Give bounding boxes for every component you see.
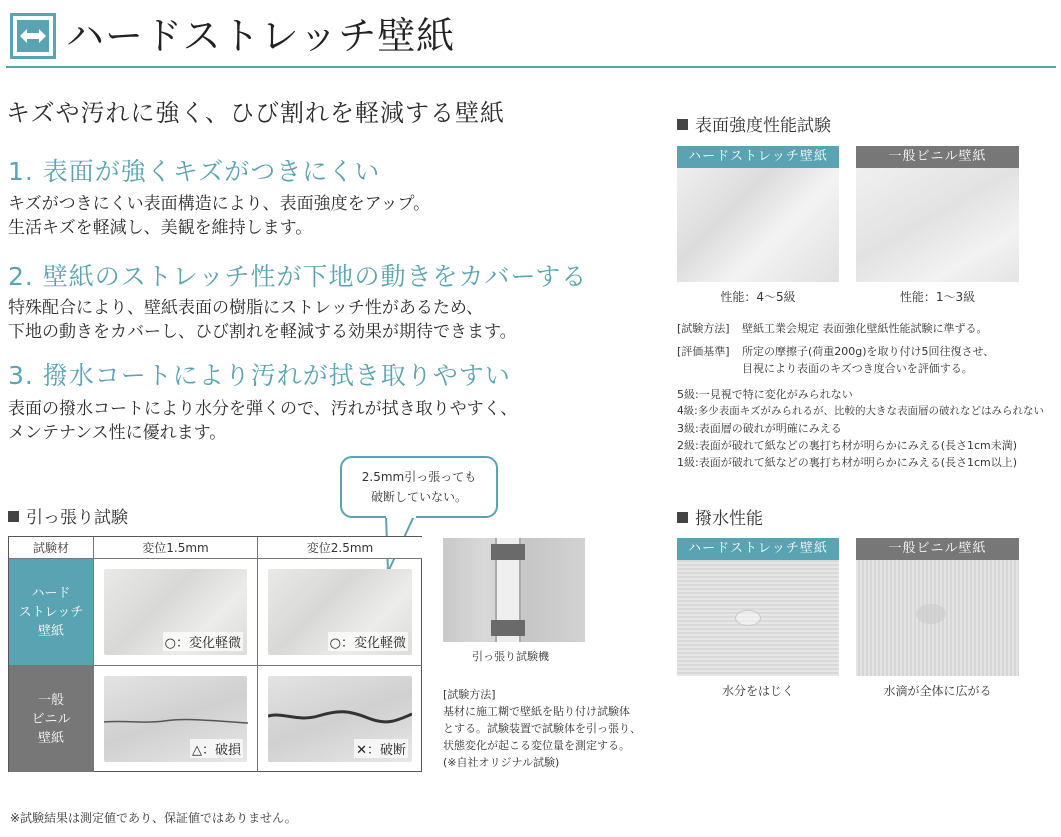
result-label: ✕：破断: [354, 739, 408, 758]
point-2-line-2: 下地の動きをカバーし、ひび割れを軽減する効果が期待できます。: [8, 322, 517, 342]
surface-vinyl-image: [856, 168, 1019, 282]
surface-criteria-tag: [評価基準]: [677, 345, 730, 358]
point-3-line-2: メンテナンス性に優れます。: [8, 423, 227, 443]
double-arrow-icon: [10, 13, 56, 59]
result-callout: [340, 456, 498, 518]
tension-method: [443, 686, 663, 771]
subtitle: キズや汚れに強く、ひび割れを軽減する壁紙: [6, 99, 506, 127]
row-label-vinyl: [9, 666, 94, 772]
point-1-line-2: 生活キズを軽減し、美観を維持します。: [8, 218, 313, 238]
point-3-line-1: 表面の撥水コートにより水分を弾くので、汚れが拭き取りやすく、: [8, 399, 518, 419]
surface-test-heading: [677, 115, 831, 137]
water-test-heading: [677, 508, 763, 530]
water-hard-image: [677, 560, 839, 676]
row-label-vinyl-line-3: 壁紙: [37, 730, 64, 746]
water-panel-hard-label: ハードストレッチ壁紙: [677, 538, 839, 560]
machine-caption: 引っ張り試験機: [472, 650, 549, 663]
tension-machine-image: [443, 538, 585, 642]
surface-test-title: 表面強度性能試験: [695, 116, 831, 136]
grade-list: [677, 386, 1057, 471]
tension-method-line: [試験方法]: [443, 688, 496, 701]
grade-item: 4級:多少表面キズがみられるが、比較的大きな表面層の破れなどはみられない: [677, 405, 1045, 417]
grade-item: 1級:表面が破れて紙などの裏打ち材が明らかにみえる(長さ1cm以上): [677, 456, 1018, 469]
surface-hard-caption: 性能：4〜5級: [720, 290, 796, 304]
table-header-material: 試験材: [9, 537, 94, 559]
tension-method-line: (※自社オリジナル試験): [443, 756, 560, 769]
table-cell: [94, 559, 258, 666]
result-label: △：破損: [190, 739, 243, 758]
surface-hard-image: [677, 168, 839, 282]
water-test-title: 撥水性能: [695, 509, 763, 529]
square-bullet-icon: [677, 119, 688, 130]
grade-item: 3級:表面層の破れが明確にみえる: [677, 422, 842, 435]
tension-test-table: [8, 536, 422, 772]
row-label-hard-line-1: ハード: [31, 585, 71, 601]
grade-item: 2級:表面が破れて紙などの裏打ち材が明らかにみえる(長さ1cm未満): [677, 439, 1018, 452]
tension-method-line: 基材に施工糊で壁紙を貼り付け試験体: [443, 705, 630, 718]
grade-item: 5級:一見視で特に変化がみられない: [677, 388, 853, 401]
point-2-heading: 2. 壁紙のストレッチ性が下地の動きをカバーする: [8, 262, 588, 291]
table-cell: [258, 559, 422, 666]
tension-test-heading: [8, 507, 128, 529]
surface-vinyl-caption: 性能：1〜3級: [899, 290, 976, 304]
point-1-heading: 1. 表面が強くキズがつきにくい: [8, 157, 381, 186]
footnote: ※試験結果は測定値であり、保証値ではありません。: [10, 811, 297, 825]
surface-criteria-line-1: 所定の摩擦子(荷重200g)を取り付け5回往復させ、: [742, 345, 995, 358]
callout-line-2: 破断していない。: [370, 490, 467, 504]
table-cell: [258, 666, 422, 772]
row-label-hard-line-3: 壁紙: [37, 623, 64, 639]
page-title: ハードストレッチ壁紙: [66, 14, 456, 58]
square-bullet-icon: [8, 511, 19, 522]
header-divider: [6, 66, 1056, 68]
table-header-col-2: 変位2.5mm: [258, 537, 422, 559]
surface-panel-vinyl-label: 一般ビニル壁紙: [856, 146, 1019, 168]
point-3-heading: 3. 撥水コートにより汚れが拭き取りやすい: [8, 361, 511, 390]
row-label-vinyl-line-2: ビニル: [31, 711, 71, 727]
result-label: ○：変化軽微: [163, 632, 243, 651]
water-vinyl-caption: 水滴が全体に広がる: [883, 684, 992, 698]
tension-test-title: 引っ張り試験: [26, 508, 128, 528]
row-label-vinyl-line-1: 一般: [37, 692, 64, 708]
point-2-line-1: 特殊配合により、壁紙表面の樹脂にストレッチ性があるため、: [8, 298, 484, 318]
water-vinyl-image: [856, 560, 1019, 676]
square-bullet-icon: [677, 512, 688, 523]
surface-criteria-line-2: 目視により表面のキズつき度合いを評価する。: [742, 362, 973, 375]
tension-method-line: とする。試験装置で試験体を引っ張り、: [443, 722, 641, 735]
row-label-hard-line-2: ストレッチ: [18, 604, 84, 620]
point-1-line-1: キズがつきにくい表面構造により、表面強度をアップ。: [8, 194, 431, 214]
table-header-col-1: 変位1.5mm: [94, 537, 258, 559]
water-hard-caption: 水分をはじく: [721, 684, 794, 698]
table-cell: [94, 666, 258, 772]
surface-method-text: 壁紙工業会規定 表面強化壁紙性能試験に準ずる。: [742, 322, 988, 335]
result-label: ○：変化軽微: [328, 632, 408, 651]
tension-method-line: 状態変化が起こる変位量を測定する。: [443, 739, 630, 752]
row-label-hard: [9, 559, 94, 666]
callout-line-1: 2.5mm引っ張っても: [361, 470, 477, 484]
surface-panel-hard-label: ハードストレッチ壁紙: [677, 146, 839, 168]
surface-method-tag: [試験方法]: [677, 322, 730, 335]
water-panel-vinyl-label: 一般ビニル壁紙: [856, 538, 1019, 560]
